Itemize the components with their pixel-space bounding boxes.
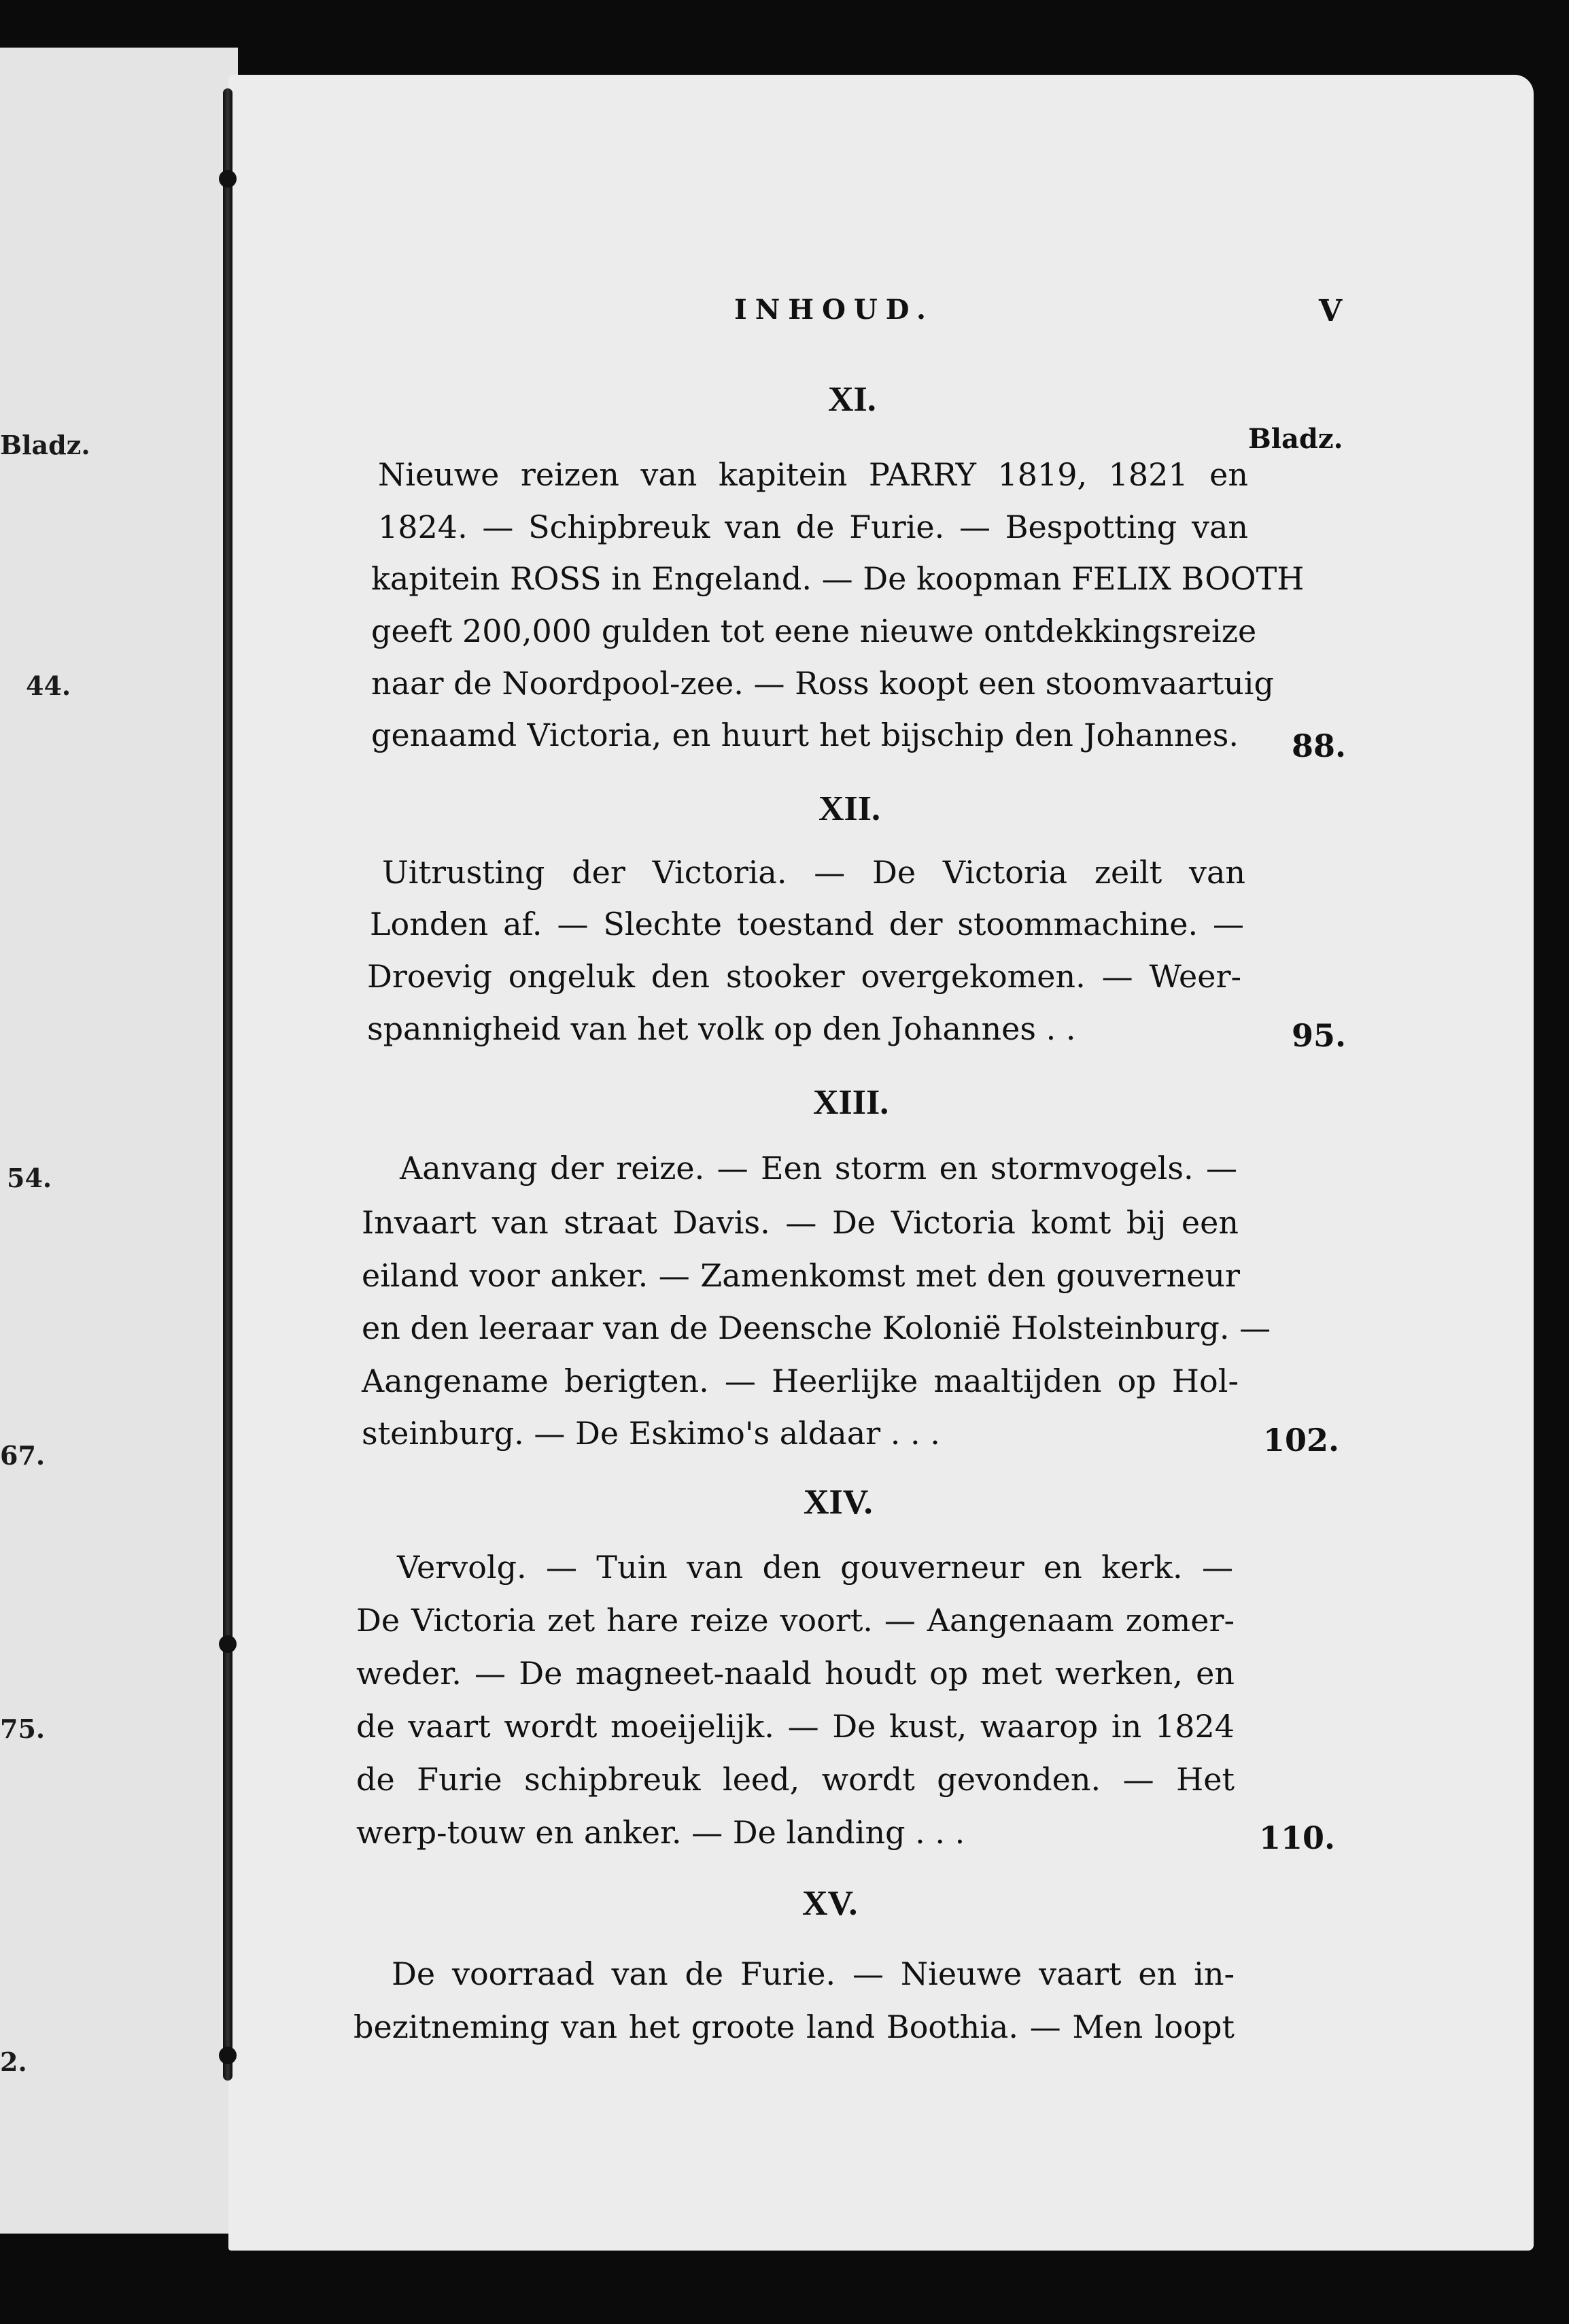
toc-line: Aangename berigten. — Heerlijke maaltijden op Hol- <box>362 1363 1239 1399</box>
toc-line: Uitrusting der Victoria. — De Victoria zeilt van <box>382 854 1245 891</box>
toc-line: spannigheid van het volk op den Johannes . . <box>367 1010 1076 1047</box>
left-page-bladz-label: Bladz. <box>0 430 90 460</box>
toc-line: Vervolg. — Tuin van den gouverneur en kerk. — <box>397 1549 1233 1586</box>
toc-line: en den leeraar van de Deensche Kolonië Holsteinburg. — <box>362 1310 1271 1346</box>
toc-page-ref: 102. <box>1263 1422 1340 1458</box>
toc-line: Londen af. — Slechte toestand der stoommachine. — <box>370 906 1244 942</box>
toc-line: de vaart wordt moeijelijk. — De kust, waarop in 1824 <box>356 1708 1235 1745</box>
toc-page-ref: 110. <box>1259 1819 1336 1856</box>
running-header-title: INHOUD. <box>734 294 934 326</box>
chapter-numeral: XV. <box>802 1884 858 1923</box>
toc-line: steinburg. — De Eskimo's aldaar . . . <box>362 1415 940 1452</box>
toc-line: bezitneming van het groote land Boothia. — Men loopt <box>354 2009 1235 2045</box>
chapter-numeral: XII. <box>818 789 881 828</box>
chapter-numeral: XIV. <box>804 1483 873 1522</box>
left-page-number: 2. <box>0 2047 27 2077</box>
toc-line: eiland voor anker. — Zamenkomst met den gouverneur <box>362 1257 1240 1294</box>
toc-line: 1824. — Schipbreuk van de Furie. — Bespotting van <box>378 509 1248 545</box>
toc-line: naar de Noordpool-zee. — Ross koopt een stoomvaartuig <box>371 665 1274 702</box>
toc-line: de Furie schipbreuk leed, wordt gevonden. — Het <box>356 1761 1235 1798</box>
toc-line: De Victoria zet hare reize voort. — Aangenaam zomer- <box>356 1602 1235 1639</box>
chapter-numeral: XI. <box>828 380 876 419</box>
toc-line: Droevig ongeluk den stooker overgekomen. — Weer- <box>367 958 1241 995</box>
left-page-number: 67. <box>0 1440 46 1471</box>
bladz-column-label: Bladz. <box>1248 423 1343 455</box>
page-number: V <box>1319 294 1343 328</box>
toc-line: Aanvang der reize. — Een storm en stormvogels. — <box>400 1150 1237 1186</box>
toc-line: geeft 200,000 gulden tot eene nieuwe ontdekkingsreize <box>371 613 1257 649</box>
left-page-number: 54. <box>7 1163 52 1193</box>
toc-line: Nieuwe reizen van kapitein PARRY 1819, 1821 en <box>378 456 1248 493</box>
toc-line: weder. — De magneet-naald houdt op met werken, en <box>356 1655 1235 1692</box>
left-page-number: 44. <box>26 670 71 701</box>
left-page-edge <box>0 48 238 2234</box>
binding-knot <box>219 170 237 188</box>
binding-knot <box>219 1635 237 1653</box>
binding-knot <box>219 2047 237 2064</box>
toc-page-ref: 88. <box>1292 728 1347 764</box>
toc-line: werp-touw en anker. — De landing . . . <box>356 1814 965 1851</box>
toc-line: kapitein ROSS in Engeland. — De koopman FELIX BOOTH <box>371 560 1305 597</box>
toc-line: Invaart van straat Davis. — De Victoria komt bij een <box>362 1204 1239 1241</box>
binding-spine <box>223 88 232 2081</box>
toc-line: genaamd Victoria, en huurt het bijschip den Johannes. <box>371 717 1239 753</box>
left-page-number: 75. <box>0 1713 46 1744</box>
toc-page-ref: 95. <box>1292 1017 1347 1054</box>
chapter-numeral: XIII. <box>813 1083 889 1122</box>
toc-line: De voorraad van de Furie. — Nieuwe vaart en in- <box>392 1955 1235 1992</box>
